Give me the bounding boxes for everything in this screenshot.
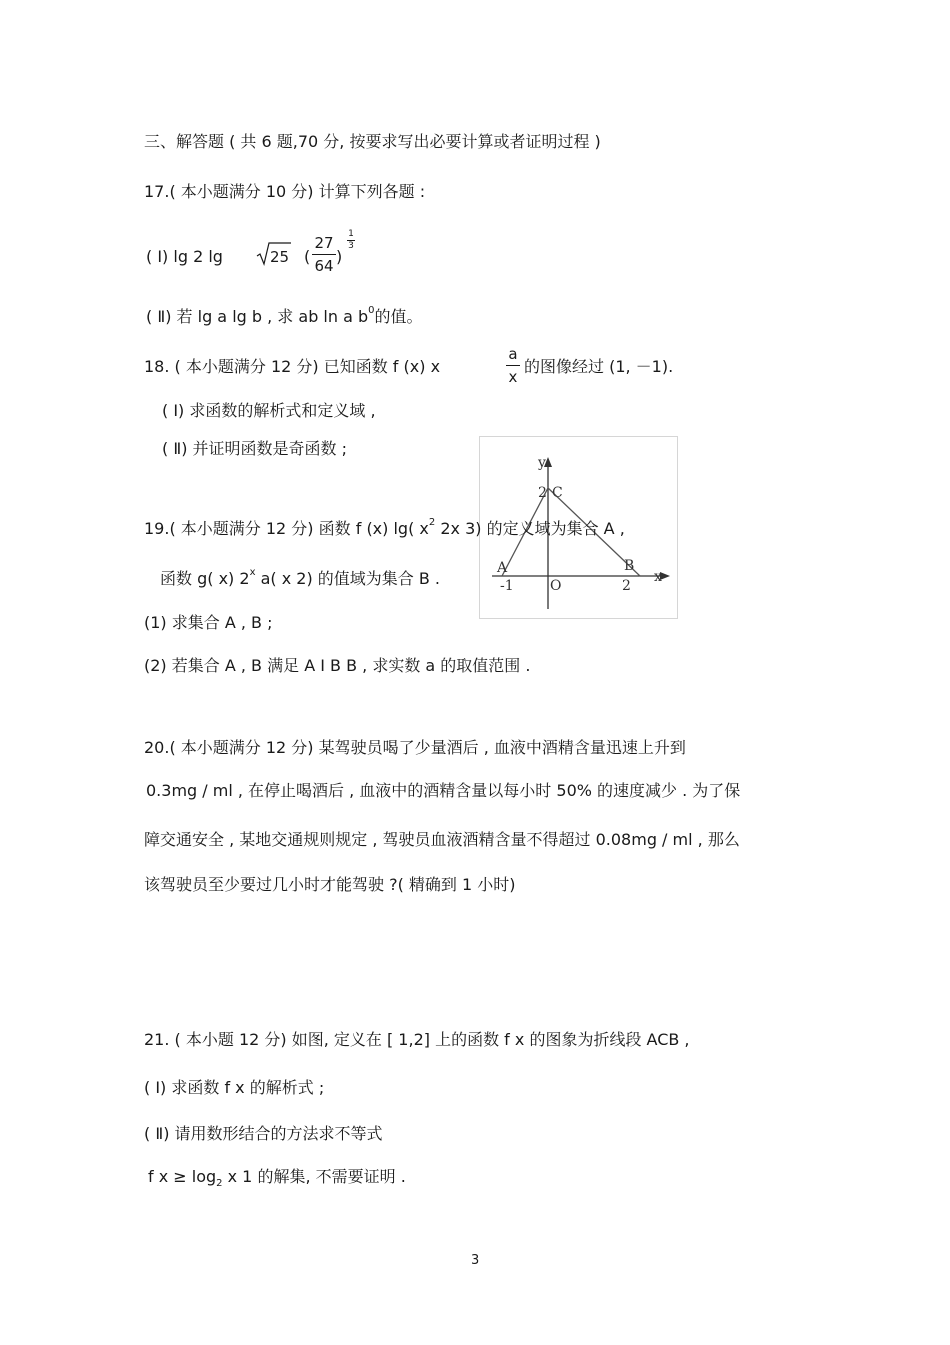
origin-label: O (550, 578, 562, 594)
q17-sqrt (256, 240, 292, 272)
q17-frac-num: 27 (314, 234, 334, 252)
q18-frac-num: a (508, 345, 518, 363)
q17-part2-sup: 0 (368, 305, 375, 316)
section-header: 三、解答题 ( 共 6 题,70 分, 按要求写出必要计算或者证明过程 ) (144, 132, 601, 151)
q19-line2-b: a( x 2) 的值域为集合 B . (255, 569, 441, 588)
q19-line2 (160, 569, 440, 592)
q21-ineq-b: x 1 的解集, 不需要证明 . (222, 1167, 406, 1186)
q17-paren-open: ( (304, 247, 311, 266)
q19-stem-b: 2x 3) 的定义域为集合 A , (435, 519, 625, 538)
q19-stem-sup: 2 (428, 517, 436, 528)
q21-ineq-a: f x ≥ log (148, 1167, 217, 1186)
q21-inequality (148, 1167, 406, 1190)
q18-fraction (506, 345, 520, 386)
q19-stem-a: 19.( 本小题满分 12 分) 函数 f (x) lg( x (144, 519, 429, 538)
x-axis-label: x (654, 569, 662, 585)
q18-part1: ( Ⅰ) 求函数的解析式和定义域 , (162, 401, 376, 420)
q20-line4: 该驾驶员至少要过几小时才能驾驶 ?( 精确到 1 小时) (144, 875, 516, 894)
point-c-label: C (552, 485, 563, 501)
q18-stem-a: 18. ( 本小题满分 12 分) 已知函数 f (x) x (144, 357, 441, 376)
q17-frac-den: 64 (314, 257, 334, 275)
q19-line2-a: 函数 g( x) 2 (160, 569, 250, 588)
point-a-value: -1 (500, 578, 514, 594)
q17-stem: 17.( 本小题满分 10 分) 计算下列各题 : (144, 182, 426, 201)
q17-part2-a: ( Ⅱ) 若 lg a lg b , 求 ab ln a b (146, 307, 369, 326)
q20-line1: 20.( 本小题满分 12 分) 某驾驶员喝了少量酒后 , 血液中酒精含量迅速上升到 (144, 738, 686, 757)
q18-stem-b: 的图像经过 (1, －1). (524, 357, 674, 376)
point-b-label: B (624, 558, 635, 574)
q17-sqrt-arg: 25 (270, 248, 290, 266)
q20-line2: 0.3mg / ml , 在停止喝酒后 , 血液中的酒精含量以每小时 50% 的速度减少 . 为了保 (146, 781, 741, 800)
q19-part1: (1) 求集合 A , B ; (144, 613, 273, 632)
q17-part2-b: 的值。 (374, 307, 423, 326)
q19-line2-sup: x (249, 567, 256, 578)
q21-part1: ( Ⅰ) 求函数 f x 的解析式 ; (144, 1078, 325, 1097)
q21-stem: 21. ( 本小题 12 分) 如图, 定义在 [ 1,2] 上的函数 f x 的图象为折线段 ACB , (144, 1030, 690, 1049)
q17-exp-den: 3 (348, 241, 354, 251)
q18-part2: ( Ⅱ) 并证明函数是奇函数 ; (162, 439, 348, 458)
q19-stem (144, 519, 625, 542)
q17-part2 (146, 307, 423, 330)
q17-exp-num: 1 (348, 229, 354, 239)
y-axis-label: y (538, 455, 546, 471)
q17-fraction (312, 234, 336, 275)
q18-frac-den: x (508, 368, 518, 386)
q19-part2: (2) 若集合 A , B 满足 A I B B , 求实数 a 的取值范围 . (144, 656, 531, 675)
q17-exponent (347, 230, 355, 251)
point-b-value: 2 (622, 578, 631, 594)
page-number: 3 (471, 1253, 480, 1268)
q17-part1-label: ( Ⅰ) lg 2 lg (146, 247, 223, 266)
q21-part2: ( Ⅱ) 请用数形结合的方法求不等式 (144, 1124, 383, 1143)
q21-ineq-sub: 2 (216, 1178, 223, 1189)
point-c-value: 2 (538, 485, 547, 501)
q17-paren-close: ) (336, 247, 343, 266)
q20-line3: 障交通安全 , 某地交通规则规定 , 驾驶员血液酒精含量不得超过 0.08mg / ml , 那么 (144, 830, 740, 849)
point-a-label: A (497, 560, 508, 576)
